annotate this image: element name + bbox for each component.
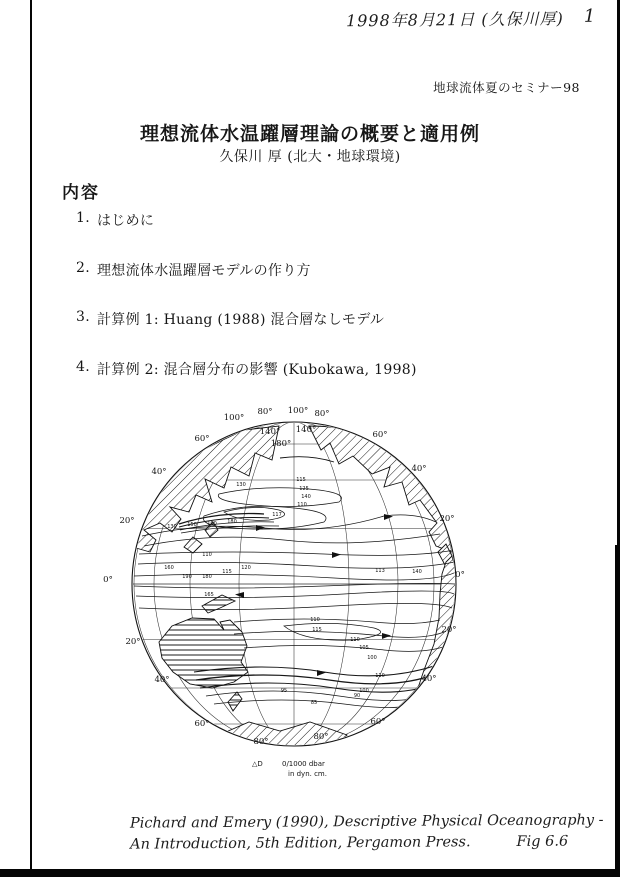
graticule-label: 80° [257, 407, 273, 417]
graticule-label: 80° [253, 737, 269, 747]
graticule-label: 0° [103, 575, 113, 585]
contour-value-label: 85 [310, 700, 318, 706]
graticule-label: 0° [455, 570, 465, 580]
graticule-label: 100° [223, 413, 245, 423]
item-number: 2. [76, 259, 90, 276]
contour-value-label: 100 [359, 688, 369, 694]
contour-value-label: 160 [164, 565, 174, 571]
contour-value-label: 140 [412, 569, 422, 575]
citation-line-1: Pichard and Emery (1990), Descriptive Physical Oceanography - [129, 812, 604, 832]
legend-symbol: △D [252, 760, 263, 768]
graticule-label: 60° [370, 717, 386, 727]
contour-value-label: 150 [187, 522, 197, 528]
map-legend [252, 760, 327, 778]
item-text: 理想流体水温躍層モデルの作り方 [97, 262, 311, 279]
handwritten-date-header [346, 6, 597, 32]
contour-value-label: 165 [204, 592, 214, 598]
contents-heading: 内容 [62, 183, 100, 203]
graticule-label: 100° [287, 406, 309, 416]
handwritten-citation [129, 812, 604, 853]
graticule-label: 60° [194, 719, 210, 729]
author-line: 久保川 厚 (北大・地球環境) [219, 149, 401, 165]
scan-border-right-bottom [615, 545, 620, 877]
contour-value-label: 130 [236, 482, 246, 488]
contour-value-label: 90 [353, 693, 361, 699]
contour-value-label: 110 [310, 617, 320, 623]
figure-reference: Fig 6.6 [516, 833, 569, 850]
item-text: 計算例 2: 混合層分布の影響 (Kubokawa, 1998) [97, 361, 417, 378]
graticule-label: 40° [411, 464, 427, 474]
handwritten-date: 1998年8月21日 (久保川厚) [345, 9, 564, 31]
item-number: 1. [76, 210, 90, 226]
contour-value-label: 117 [272, 512, 282, 518]
legend-units: 0/1000 dbar [282, 760, 325, 768]
citation-line-2-text: An Introduction, 5th Edition, Pergamon Press. [130, 834, 471, 853]
contour-value-label: 130 [167, 524, 177, 530]
graticule-label: 180° [270, 439, 292, 449]
graticule-label: 80° [313, 732, 329, 742]
item-number: 4. [76, 358, 90, 375]
graticule-label: 60° [194, 434, 210, 444]
graticule-label: 20° [119, 516, 135, 526]
contour-value-label: 120 [241, 565, 251, 571]
contents-list [76, 210, 556, 408]
scan-border-bottom [0, 869, 620, 877]
page-title: 理想流体水温躍層理論の概要と適用例 [139, 123, 480, 145]
graticule-label: 20° [125, 637, 141, 647]
contour-value-label: 115 [312, 627, 322, 633]
graticule-label: 40° [151, 467, 167, 477]
contents-item-3 [76, 309, 556, 329]
graticule-label: 80° [314, 409, 330, 419]
graticule-label: 40° [421, 674, 437, 684]
seminar-label: 地球流体夏のセミナー98 [433, 80, 580, 95]
contour-value-label: 125 [299, 486, 309, 492]
graticule-label: 20° [441, 625, 457, 635]
item-text: はじめに [97, 213, 155, 229]
map-svg [84, 404, 564, 804]
contents-item-4 [76, 359, 556, 379]
graticule-label: 60° [372, 430, 388, 440]
contour-value-label: 110 [375, 673, 385, 679]
graticule-label: 20° [439, 514, 455, 524]
contour-value-label: 95 [280, 688, 288, 694]
contents-item-1 [76, 210, 556, 230]
item-number: 3. [76, 309, 90, 325]
contour-value-label: 115 [222, 569, 232, 575]
legend-units-2: in dyn. cm. [288, 770, 327, 778]
contour-value-label: 180 [227, 519, 237, 525]
contour-value-label: 190 [182, 574, 192, 580]
contour-value-label: 140 [301, 494, 311, 500]
page-number: 1 [583, 5, 597, 27]
contents-item-2 [76, 260, 556, 280]
contour-value-label: 160 [207, 521, 217, 527]
contour-value-label: 110 [202, 552, 212, 558]
citation-line-2 [130, 833, 600, 852]
contour-value-label: 110 [350, 637, 360, 643]
item-text: 計算例 1: Huang (1988) 混合層なしモデル [97, 312, 385, 328]
contour-value-label: 113 [375, 568, 385, 574]
contour-value-label: 100 [367, 655, 377, 661]
contour-value-label: 115 [296, 477, 306, 483]
pacific-dynamic-topography-map [84, 404, 564, 804]
graticule-label: 40° [154, 675, 170, 685]
contour-value-label: 105 [359, 645, 369, 651]
contour-value-label: 110 [297, 502, 307, 508]
graticule-label: 140° [259, 427, 281, 437]
graticule-label: 140° [295, 425, 317, 435]
contour-value-label: 180 [202, 574, 212, 580]
